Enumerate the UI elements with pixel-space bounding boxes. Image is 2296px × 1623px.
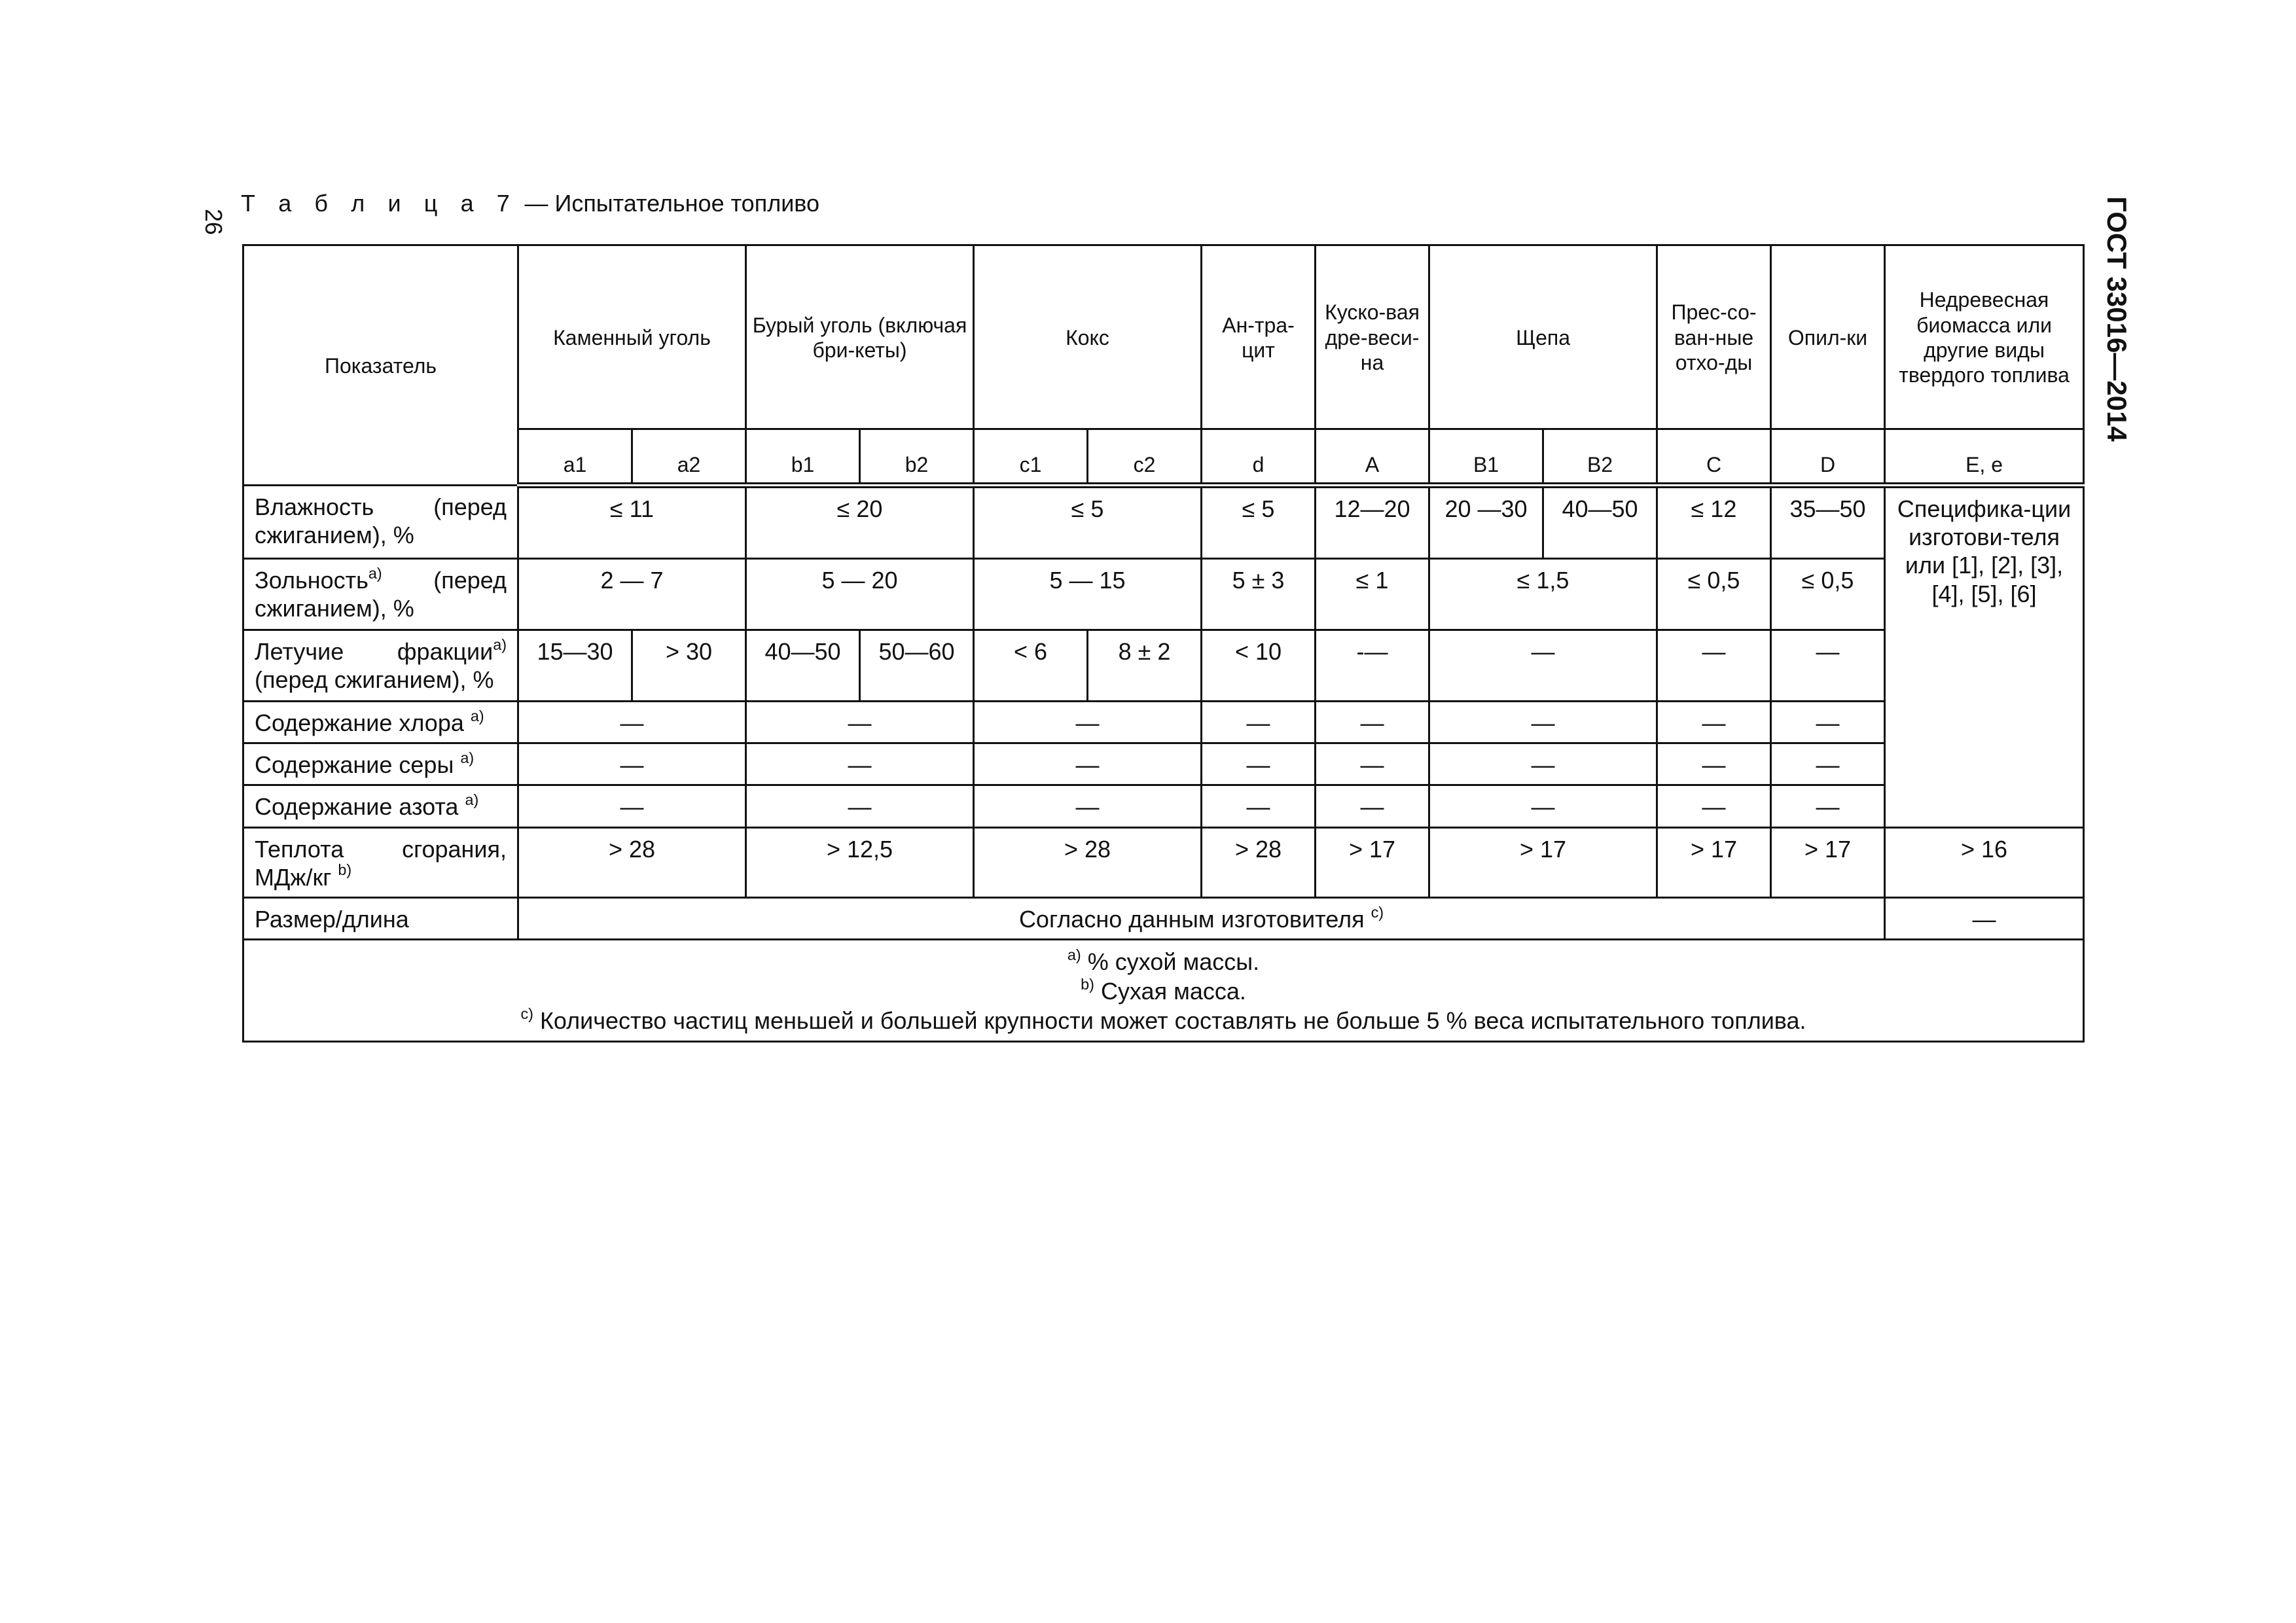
cell: — [1316,743,1429,785]
cell: < 6 [974,630,1088,702]
cell: — [1429,702,1657,743]
header-anthracite: Ан-тра-цит [1202,245,1316,429]
footnote [248,947,2079,976]
footnote [248,1006,2079,1035]
header-pressed-waste: Прес-со-ван-ные отхо-ды [1657,245,1771,429]
cell: — [746,785,974,827]
label-text: (перед сжиганием), % [255,567,507,622]
footnote-mark: b) [338,861,352,879]
cell: — [1316,785,1429,827]
cell: — [974,702,1202,743]
cell: 2 — 7 [518,559,746,630]
code-cell: c1 [974,429,1088,486]
cell: 40—50 [1543,486,1657,559]
row-label-volatile [243,630,518,702]
cell: > 28 [1202,827,1316,897]
cell: — [1202,702,1316,743]
footnote-text: Сухая масса. [1094,978,1246,1005]
footnotes [243,940,2084,1042]
cell: — [974,785,1202,827]
header-lump-wood: Куско-вая дре-веси-на [1316,245,1429,429]
row-label-chlorine [243,702,518,743]
cell: — [1771,785,1885,827]
cell: 5 — 20 [746,559,974,630]
cell: — [974,743,1202,785]
cell: < 10 [1202,630,1316,702]
footnote-mark: b) [1081,975,1094,993]
cell: — [518,785,746,827]
cell: > 17 [1429,827,1657,897]
cell: ≤ 0,5 [1771,559,1885,630]
header-chips: Щепа [1429,245,1657,429]
cell: — [1885,897,2084,939]
cell: ≤ 0,5 [1657,559,1771,630]
caption-prefix: Т а б л и ц а 7 [241,190,518,217]
table-row [243,559,2084,630]
label-text: Содержание хлора [255,709,471,736]
row-label-size: Размер/длина [243,897,518,939]
code-cell: a2 [632,429,746,486]
cell: 8 ± 2 [1088,630,1202,702]
cell: 50—60 [860,630,974,702]
footnote-mark: а) [493,635,507,653]
cell: > 17 [1657,827,1771,897]
footnotes-row [243,940,2084,1042]
cell: > 30 [632,630,746,702]
cell: > 17 [1771,827,1885,897]
table-row [243,785,2084,827]
footnote-mark: а) [465,791,479,809]
footnote-mark: a) [1067,946,1081,963]
row-label-moisture: Влажность (перед сжиганием), % [243,486,518,559]
cell: ≤ 5 [1202,486,1316,559]
cell: ≤ 20 [746,486,974,559]
footnote-mark: а) [368,564,382,582]
header-indicator: Показатель [243,245,518,486]
footnote-text: % сухой массы. [1081,948,1260,976]
cell: ≤ 1,5 [1429,559,1657,630]
cell: 15—30 [518,630,632,702]
cell: ≤ 5 [974,486,1202,559]
cell: — [1202,743,1316,785]
cell: — [1771,743,1885,785]
cell: 20 —30 [1429,486,1543,559]
cell: > 28 [518,827,746,897]
cell: — [1657,785,1771,827]
label-text: Летучие фракции [255,638,493,665]
code-cell: D [1771,429,1885,486]
cell: 5 — 15 [974,559,1202,630]
cell: — [1657,702,1771,743]
code-cell: A [1316,429,1429,486]
label-text: Теплота сгорания, МДж/кг [255,835,507,891]
size-cell [518,897,1885,939]
footnote-mark: c) [520,1005,533,1022]
code-cell: B2 [1543,429,1657,486]
cell: 12—20 [1316,486,1429,559]
header-sawdust: Опил-ки [1771,245,1885,429]
cell: — [1202,785,1316,827]
cell: — [518,702,746,743]
code-cell: B1 [1429,429,1543,486]
cell: > 17 [1316,827,1429,897]
test-fuel-table [242,244,2085,1043]
cell: > 28 [974,827,1202,897]
header-coke: Кокс [974,245,1202,429]
cell: — [746,702,974,743]
standard-designation: ГОСТ 33016—2014 [2102,196,2132,442]
header-hard-coal: Каменный уголь [518,245,746,429]
code-cell: C [1657,429,1771,486]
cell: 35—50 [1771,486,1885,559]
cell: — [746,743,974,785]
table-row [243,702,2084,743]
cell: 5 ± 3 [1202,559,1316,630]
cell: > 12,5 [746,827,974,897]
cell: -— [1316,630,1429,702]
header-brown-coal: Бурый уголь (включая бри-кеты) [746,245,974,429]
table-caption [241,190,819,217]
page-number: 26 [200,208,227,236]
footnote-text: Количество частиц меньшей и большей крупности может составлять не больше 5 % веса испытательного топлива. [533,1007,1806,1035]
table-row [243,743,2084,785]
cell: — [1657,743,1771,785]
label-text: (перед сжиганием), % [255,666,494,694]
table-row [243,630,2084,702]
row-label-ash [243,559,518,630]
cell: — [1771,630,1885,702]
header-nonwood-biomass: Недревесная биомасса или другие виды твердого топлива [1885,245,2084,429]
header-row [243,245,2084,429]
cell: ≤ 12 [1657,486,1771,559]
nonwood-spec-cell: Специфика-ции изготови-теля или [1], [2], [3], [4], [5], [6] [1885,486,2084,828]
row-label-nitrogen [243,785,518,827]
table-row [243,897,2084,939]
label-text: Содержание серы [255,751,461,779]
cell-text: Согласно данным изготовителя [1018,905,1371,933]
cell: — [1316,702,1429,743]
cell: — [1429,785,1657,827]
cell: 40—50 [746,630,860,702]
code-cell: E, e [1885,429,2084,486]
cell: ≤ 11 [518,486,746,559]
code-cell: c2 [1088,429,1202,486]
row-label-heat [243,827,518,897]
code-cell: b1 [746,429,860,486]
label-text: Зольность [255,567,368,594]
footnote-mark: а) [470,707,484,724]
table-row [243,486,2084,559]
table-row [243,827,2084,897]
footnote-mark: c) [1371,903,1384,921]
footnote-mark: а) [460,749,475,766]
code-cell: b2 [860,429,974,486]
codes-row [243,429,2084,486]
caption-title: — Испытательное топливо [524,190,820,217]
code-cell: d [1202,429,1316,486]
cell: — [1657,630,1771,702]
label-text: Содержание азота [255,793,465,821]
footnote [248,976,2079,1006]
cell: — [1429,630,1657,702]
cell: — [1429,743,1657,785]
cell: > 16 [1885,827,2084,897]
code-cell: a1 [518,429,632,486]
cell: ≤ 1 [1316,559,1429,630]
cell: — [518,743,746,785]
cell: — [1771,702,1885,743]
row-label-sulfur [243,743,518,785]
